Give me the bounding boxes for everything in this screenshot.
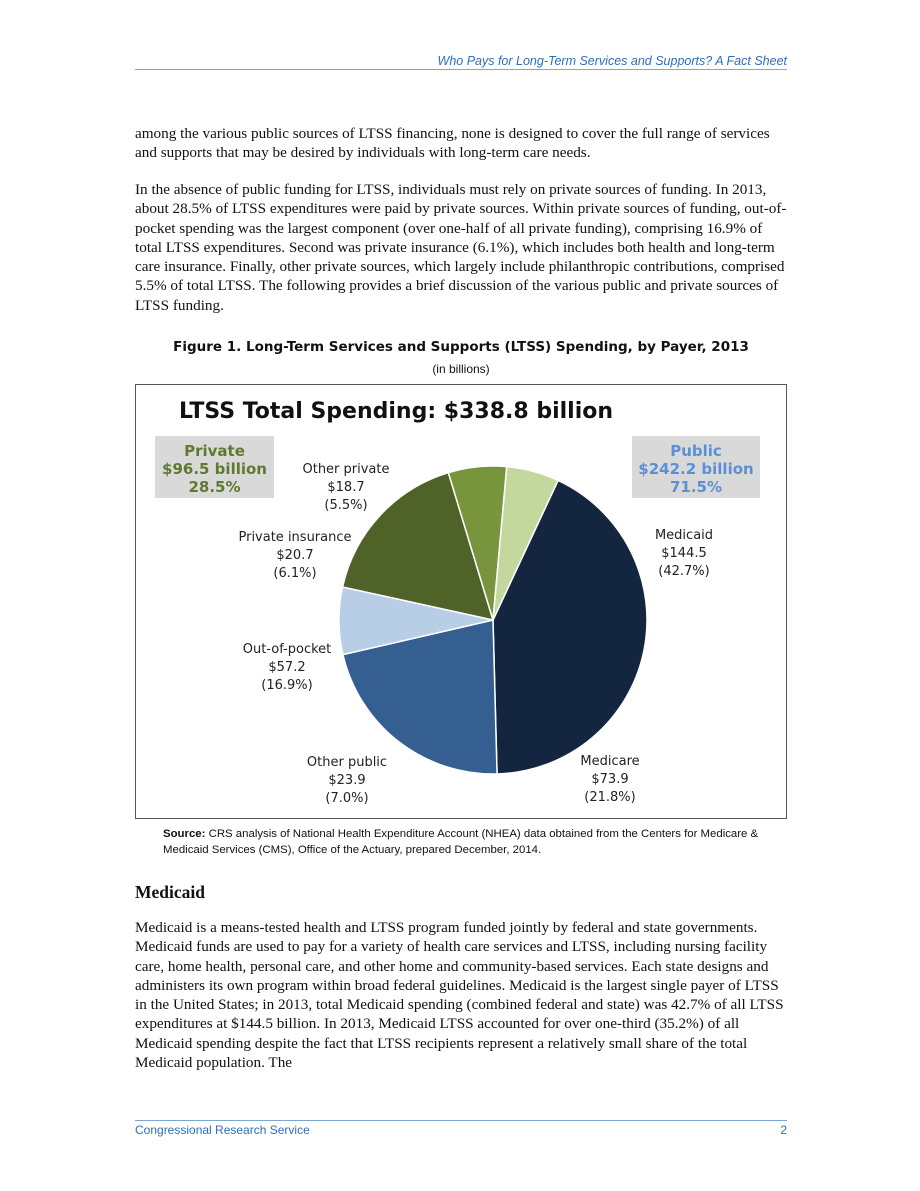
slice-label-value-medicaid: $144.5	[661, 546, 707, 561]
private-group-name: Private	[184, 442, 245, 460]
figure-frame	[135, 384, 787, 819]
public-group-name: Public	[670, 442, 722, 460]
private-group-amount: $96.5 billion	[162, 460, 267, 478]
figure-title: Figure 1. Long-Term Services and Supports (LTSS) Spending, by Payer, 2013	[173, 339, 749, 355]
footer-rule	[135, 1120, 787, 1121]
pie-slices	[339, 466, 647, 774]
footer-org: Congressional Research Service	[135, 1123, 310, 1137]
header-rule	[135, 69, 787, 70]
slice-label-pct-other-public: (7.0%)	[325, 791, 369, 806]
source-text: CRS analysis of National Health Expenditure Account (NHEA) data obtained from the Centers for Medicare & Medicaid Services (CMS), Office of the Actuary, prepared December, 2014.	[163, 828, 759, 856]
slice-label-pct-other-private: (5.5%)	[324, 498, 368, 513]
paragraph-intro: among the various public sources of LTSS financing, none is designed to cover the full range of services and supports that may be desired by individuals with long-term care needs.	[135, 125, 770, 162]
private-group-percent: 28.5%	[188, 478, 241, 496]
slice-label-pct-out-of-pocket: (16.9%)	[261, 678, 313, 693]
slice-label-name-medicare: Medicare	[580, 754, 640, 769]
running-header: Who Pays for Long-Term Services and Supports? A Fact Sheet	[437, 54, 787, 68]
slice-label-name-medicaid: Medicaid	[654, 528, 714, 543]
slice-label-value-medicare: $73.9	[591, 772, 629, 787]
slice-label-pct-medicaid: (42.7%)	[658, 564, 710, 579]
ltss-pie-chart	[136, 385, 786, 818]
section-heading-medicaid: Medicaid	[135, 882, 205, 902]
chart-title: LTSS Total Spending: $338.8 billion	[178, 399, 614, 424]
paragraph-medicaid: Medicaid is a means-tested health and LTSS program funded jointly by federal and state governments. Medicaid funds are used to pay for a variety of health care services and LTSS, including nursing facility care, home health, personal care, and other home and community-based services. Each state designs and administers its own program within broad federal guidelines. Medicaid is the largest single payer of LTSS in the United States; in 2013, total Medicaid spending (combined federal and state) was 42.7% of all LTSS expenditures at $144.5 billion. In 2013, Medicaid LTSS accounted for over one-third (35.2%) of all Medicaid spending despite the fact that LTSS recipients represent a relatively small share of the total Medicaid population. The	[135, 919, 784, 1072]
public-group-percent: 71.5%	[669, 478, 723, 496]
source-label: Source:	[163, 828, 206, 840]
slice-label-value-other-public: $23.9	[328, 773, 366, 788]
figure-subtitle: (in billions)	[432, 362, 490, 376]
slice-label-pct-medicare: (21.8%)	[584, 790, 636, 805]
slice-label-value-out-of-pocket: $57.2	[268, 660, 306, 675]
public-group-amount: $242.2 billion	[638, 460, 754, 478]
slice-label-name-private-insurance: Private insurance	[238, 530, 352, 545]
paragraph-private-sources: In the absence of public funding for LTSS, individuals must rely on private sources of funding. In 2013, about 28.5% of LTSS expenditures were paid by private sources. Within private sources of funding, out-of-pocket spending was the largest component (over one-half of all private funding), comprising 16.9% of total LTSS expenditures. Second was private insurance (6.1%), which includes both health and long-term care insurance. Finally, other private sources, which largely include philanthropic contributions, comprised 5.5% of total LTSS. The following provides a brief discussion of the various public and private sources of LTSS funding.	[135, 181, 787, 314]
slice-label-name-other-public: Other public	[306, 755, 388, 770]
slice-label-pct-private-insurance: (6.1%)	[273, 566, 317, 581]
figure-source	[163, 826, 773, 858]
slice-label-value-other-private: $18.7	[327, 480, 365, 495]
slice-label-value-private-insurance: $20.7	[276, 548, 314, 563]
slice-label-name-other-private: Other private	[302, 462, 390, 477]
page-number: 2	[780, 1123, 787, 1137]
slice-label-name-out-of-pocket: Out-of-pocket	[242, 642, 332, 657]
